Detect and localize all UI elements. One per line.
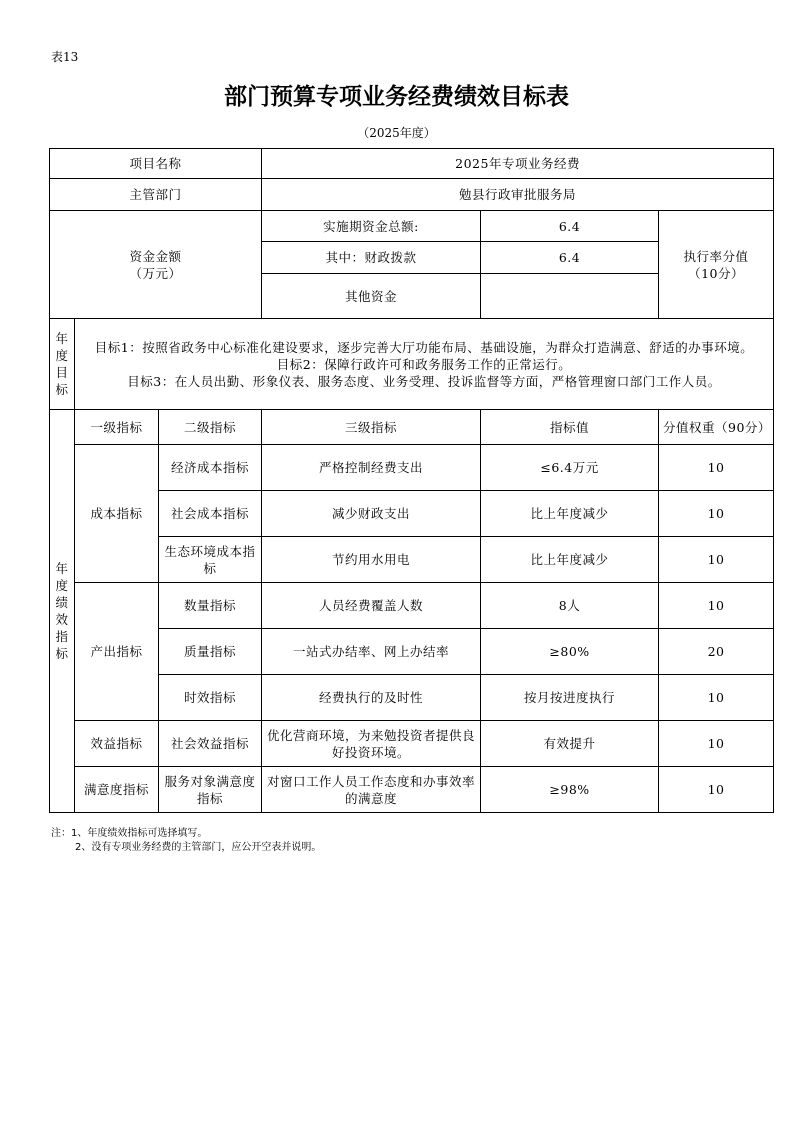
note-item: 2、没有专项业务经费的主管部门，应公开空表并说明。 [75,842,322,853]
funds-label: 资金金额 [129,248,182,264]
value-cell: ≥80% [481,629,659,675]
weight-cell: 20 [659,629,774,675]
level3-cell: 对窗口工作人员工作态度和办事效率的满意度 [262,767,481,813]
funds-fiscal-label: 其中：财政拨款 [262,242,481,274]
project-label: 项目名称 [50,149,262,179]
table-row [50,629,774,675]
weight-cell: 10 [659,767,774,813]
header-value: 指标值 [481,410,659,445]
annual-goal-text [75,319,774,410]
level3-cell: 人员经费覆盖人数 [262,583,481,629]
indicator-section-label: 年度绩效指标 [50,410,75,813]
weight-cell: 10 [659,721,774,767]
level1-cell: 满意度指标 [75,767,159,813]
level1-cell: 效益指标 [75,721,159,767]
weight-cell: 10 [659,537,774,583]
note-item: 注：1、年度绩效指标可选择填写。 [51,828,208,839]
goal-item: 目标3：在人员出勤、形象仪表、服务态度、业务受理、投诉监督等方面，严格管理窗口部门工作人员。 [127,373,721,389]
level3-cell: 经费执行的及时性 [262,675,481,721]
level3-cell: 一站式办结率、网上办结率 [262,629,481,675]
department-value: 勉县行政审批服务局 [262,179,774,211]
goal-item: 目标1：按照省政务中心标准化建设要求，逐步完善大厅功能布局、基础设施，为群众打造满意、舒适的办事环境。 [94,339,754,355]
funds-unit: （万元） [129,265,182,281]
funds-other-value [481,274,659,319]
rate-score-cell [659,211,774,319]
level2-cell: 生态环境成本指标 [159,537,262,583]
page-title: 部门预算专项业务经费绩效目标表 [224,84,569,110]
footnotes [51,827,321,855]
funds-total-value: 6.4 [481,211,659,242]
funds-fiscal-value: 6.4 [481,242,659,274]
level2-cell: 服务对象满意度指标 [159,767,262,813]
project-row [50,149,774,179]
weight-cell: 10 [659,445,774,491]
fiscal-year: （2025年度） [357,126,436,140]
funds-label-cell [50,211,262,319]
table-row [50,675,774,721]
department-label: 主管部门 [50,179,262,211]
level1-cell: 产出指标 [75,583,159,721]
table-row [50,721,774,767]
table-row [50,491,774,537]
annual-goal-label: 年度目标 [50,319,75,410]
table-row [50,583,774,629]
goal-item: 目标2：保障行政许可和政务服务工作的正常运行。 [276,356,572,372]
value-cell: 比上年度减少 [481,491,659,537]
level2-cell: 时效指标 [159,675,262,721]
value-cell: 按月按进度执行 [481,675,659,721]
weight-cell: 10 [659,583,774,629]
value-cell: 有效提升 [481,721,659,767]
table-row [50,445,774,491]
level2-cell: 质量指标 [159,629,262,675]
header-weight: 分值权重（90分） [659,410,774,445]
indicator-header-row [50,410,774,445]
table-row [50,767,774,813]
annual-goal-row [50,319,774,410]
value-cell: ≤6.4万元 [481,445,659,491]
rate-score: （10分） [688,265,744,281]
header-level3: 三级指标 [262,410,481,445]
level3-cell: 减少财政支出 [262,491,481,537]
rate-label: 执行率分值 [683,248,749,264]
funds-other-label: 其他资金 [262,274,481,319]
level2-cell: 社会成本指标 [159,491,262,537]
weight-cell: 10 [659,491,774,537]
header-level2: 二级指标 [159,410,262,445]
level2-cell: 数量指标 [159,583,262,629]
funds-total-row [50,211,774,242]
header-level1: 一级指标 [75,410,159,445]
weight-cell: 10 [659,675,774,721]
level1-cell: 成本指标 [75,445,159,583]
table-number: 表13 [51,50,79,64]
level2-cell: 社会效益指标 [159,721,262,767]
level3-cell: 节约用水用电 [262,537,481,583]
funds-total-label: 实施期资金总额: [262,211,481,242]
value-cell: ≥98% [481,767,659,813]
department-row [50,179,774,211]
value-cell: 比上年度减少 [481,537,659,583]
value-cell: 8人 [481,583,659,629]
level2-cell: 经济成本指标 [159,445,262,491]
table-row [50,537,774,583]
level3-cell: 严格控制经费支出 [262,445,481,491]
project-value: 2025年专项业务经费 [262,149,774,179]
performance-table [49,148,774,813]
level3-cell: 优化营商环境，为来勉投资者提供良好投资环境。 [262,721,481,767]
